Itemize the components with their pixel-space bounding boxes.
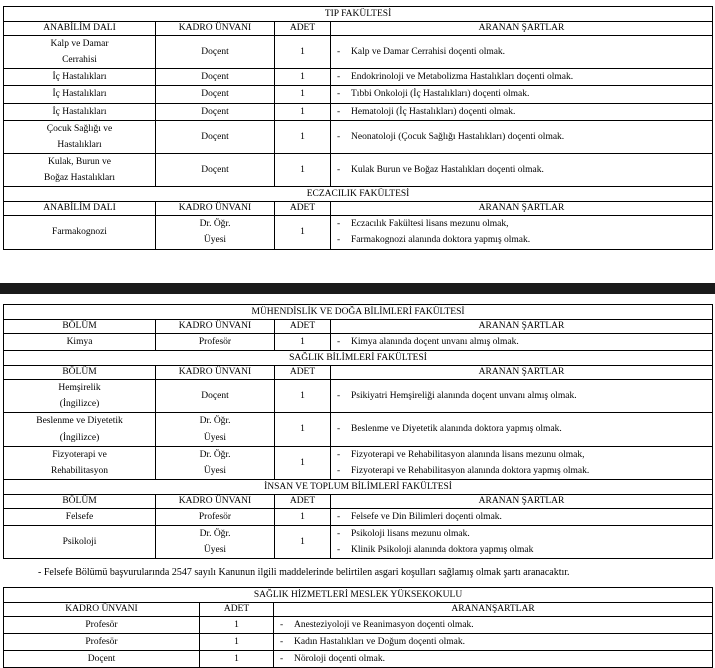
- section-title-row: [4, 588, 713, 603]
- count-cell: 1: [275, 508, 331, 525]
- requirement-line: [334, 129, 709, 145]
- requirement-line: [334, 69, 709, 85]
- cell-line: Dr. Öğr.: [199, 529, 231, 540]
- section-title: TIP FAKÜLTESİ: [4, 7, 713, 22]
- requirements-cell: [331, 446, 713, 479]
- count-cell: 1: [275, 36, 331, 69]
- requirements-cell: [331, 380, 713, 413]
- title-cell: [156, 86, 275, 103]
- requirement-line: [277, 634, 709, 650]
- requirement-text: Felsefe ve Din Bilimleri doçenti olmak.: [351, 511, 502, 522]
- section-title-row: [4, 479, 713, 494]
- cell-line: Doçent: [201, 165, 229, 176]
- column-header-row: [4, 22, 713, 36]
- dept-cell: [4, 413, 156, 446]
- cell-line: Doçent: [201, 391, 229, 402]
- table-row: [4, 153, 713, 186]
- requirement-text: Kimya alanında doçent unvanı almış olmak.: [351, 337, 519, 347]
- cell-line: Kalp ve Damar: [50, 39, 109, 49]
- title-cell: [156, 413, 275, 446]
- requirements-cell: [331, 36, 713, 69]
- title-cell: [156, 526, 275, 559]
- requirements-cell: [331, 153, 713, 186]
- dept-cell: [4, 103, 156, 120]
- requirement-text: Kadın Hastalıkları ve Doğum doçenti olmak.: [294, 637, 465, 648]
- column-header: BÖLÜM: [4, 366, 156, 380]
- cell-line: Dr. Öğr.: [199, 449, 231, 460]
- cell-line: Doçent: [201, 89, 229, 100]
- column-header-row: [4, 202, 713, 216]
- cell-line: Boğaz Hastalıkları: [44, 173, 115, 184]
- requirements-cell: [274, 617, 713, 634]
- column-header: ANABİLİM DALI: [4, 22, 156, 36]
- dept-cell: [4, 526, 156, 559]
- column-header: ARANAN ŞARTLAR: [331, 320, 713, 334]
- column-header: BÖLÜM: [4, 320, 156, 334]
- requirement-text: Endokrinoloji ve Metabolizma Hastalıkları doçenti olmak.: [351, 72, 574, 83]
- table-row: [4, 413, 713, 446]
- cell-line: Beslenme ve Diyetetik: [36, 416, 123, 427]
- requirement-line: [334, 162, 709, 178]
- column-header: ARANANŞARTLAR: [274, 603, 713, 617]
- column-header: ARANAN ŞARTLAR: [331, 366, 713, 380]
- requirements-cell: [331, 69, 713, 86]
- cell-line: Üyesi: [203, 465, 227, 476]
- requirement-text: Farmakognozi alanında doktora yapmış olmak.: [351, 235, 531, 246]
- requirements-cell: [331, 334, 713, 351]
- felsefe-note: - Felsefe Bölümü başvurularında 2547 sayılı Kanunun ilgili maddelerinde belirtilen asgari koşulları sağlamış olmak şartı aranacaktır.: [38, 567, 570, 578]
- count-cell: 1: [275, 120, 331, 153]
- column-header-row: [4, 494, 713, 508]
- column-header: KADRO ÜNVANI: [156, 22, 275, 36]
- count-cell: 1: [275, 380, 331, 413]
- table-row: [4, 651, 713, 668]
- column-header: KADRO ÜNVANI: [156, 202, 275, 216]
- title-cell: [156, 508, 275, 525]
- requirement-line: [277, 651, 709, 667]
- column-header: ADET: [275, 366, 331, 380]
- title-cell: Profesör: [4, 617, 200, 634]
- title-cell: [156, 36, 275, 69]
- table-row: [4, 634, 713, 651]
- requirement-line: [334, 509, 709, 525]
- count-cell: 1: [200, 634, 274, 651]
- bullet-dash: -: [337, 219, 341, 230]
- dept-cell: [4, 153, 156, 186]
- title-cell: [156, 120, 275, 153]
- requirements-cell: [331, 216, 713, 249]
- requirement-line: [334, 388, 709, 404]
- requirement-line: [334, 44, 709, 60]
- section-title-row: [4, 351, 713, 366]
- section-title: ECZACILIK FAKÜLTESİ: [4, 187, 713, 202]
- bullet-dash: -: [280, 654, 284, 665]
- title-cell: [156, 103, 275, 120]
- table-row: [4, 120, 713, 153]
- bullet-dash: -: [337, 337, 341, 347]
- requirement-text: Nöroloji doçenti olmak.: [294, 654, 386, 665]
- requirements-cell: [331, 120, 713, 153]
- bullet-dash: -: [337, 391, 341, 402]
- table-row: [4, 103, 713, 120]
- table-row: [4, 508, 713, 525]
- requirements-cell: [274, 651, 713, 668]
- column-header: KADRO ÜNVANI: [156, 320, 275, 334]
- requirement-line: [334, 216, 709, 232]
- column-header: KADRO ÜNVANI: [156, 494, 275, 508]
- dept-cell: [4, 86, 156, 103]
- requirement-line: [334, 542, 709, 558]
- cell-line: Kulak, Burun ve: [47, 156, 112, 167]
- requirements-cell: [274, 634, 713, 651]
- title-cell: [156, 334, 275, 351]
- cell-line: Hemşirelik: [58, 383, 101, 394]
- bullet-dash: -: [337, 47, 341, 58]
- cell-line: Dr. Öğr.: [199, 219, 231, 230]
- cell-line: Üyesi: [203, 545, 227, 556]
- cell-line: Üyesi: [203, 432, 227, 443]
- count-cell: 1: [275, 153, 331, 186]
- bullet-dash: -: [337, 89, 341, 100]
- table-row: [4, 36, 713, 69]
- table-row: [4, 617, 713, 634]
- requirement-line: [334, 232, 709, 248]
- section-title: SAĞLIK HİZMETLERİ MESLEK YÜKSEKOKULU: [4, 588, 713, 603]
- bullet-dash: -: [337, 131, 341, 142]
- requirements-cell: [331, 86, 713, 103]
- count-cell: 1: [275, 446, 331, 479]
- cell-line: İç Hastalıkları: [52, 89, 107, 100]
- section-title-row: [4, 305, 713, 320]
- requirement-line: [334, 334, 709, 350]
- requirement-line: [334, 104, 709, 120]
- section-title-row: [4, 7, 713, 22]
- column-header-row: [4, 320, 713, 334]
- column-header: KADRO ÜNVANI: [156, 366, 275, 380]
- table-row: [4, 334, 713, 351]
- cell-line: Fizyoterapi ve: [52, 449, 107, 460]
- cell-line: Cerrahisi: [62, 55, 97, 66]
- requirement-text: Psikoloji lisans mezunu olmak.: [351, 529, 470, 540]
- bullet-dash: -: [337, 72, 341, 83]
- requirements-cell: [331, 508, 713, 525]
- cell-line: Doçent: [201, 72, 229, 83]
- cell-line: Çocuk Sağlığı ve: [46, 123, 113, 134]
- section-title-row: [4, 187, 713, 202]
- page-separator-band: [0, 283, 715, 294]
- requirement-line: [277, 617, 709, 633]
- count-cell: 1: [275, 69, 331, 86]
- bullet-dash: -: [337, 545, 341, 556]
- bullet-dash: -: [337, 165, 341, 176]
- requirement-text: Hematoloji (İç Hastalıkları) doçenti olmak.: [351, 106, 516, 117]
- cell-line: İç Hastalıkları: [52, 106, 107, 117]
- count-cell: 1: [200, 651, 274, 668]
- column-header: ADET: [275, 202, 331, 216]
- count-cell: 1: [275, 413, 331, 446]
- column-header: ADET: [275, 22, 331, 36]
- requirement-text: Kulak Burun ve Boğaz Hastalıkları doçenti olmak.: [351, 165, 544, 176]
- dept-cell: [4, 69, 156, 86]
- bullet-dash: -: [337, 511, 341, 522]
- table-row: [4, 446, 713, 479]
- requirement-text: Fizyoterapi ve Rehabilitasyon alanında lisans mezunu olmak,: [351, 449, 585, 460]
- requirement-text: Klinik Psikoloji alanında doktora yapmış olmak: [351, 545, 534, 556]
- dept-cell: [4, 380, 156, 413]
- count-cell: 1: [275, 86, 331, 103]
- requirement-line: [334, 447, 709, 463]
- table-row: [4, 216, 713, 249]
- cell-line: Doçent: [201, 47, 229, 58]
- requirement-text: Kalp ve Damar Cerrahisi doçenti olmak.: [351, 47, 506, 58]
- title-cell: [156, 153, 275, 186]
- requirement-text: Psikiyatri Hemşireliği alanında doçent unvanı almış olmak.: [351, 391, 577, 402]
- column-header: BÖLÜM: [4, 494, 156, 508]
- bullet-dash: -: [337, 465, 341, 476]
- column-header-row: [4, 366, 713, 380]
- cell-line: Üyesi: [203, 235, 227, 246]
- section-title: SAĞLIK BİLİMLERİ FAKÜLTESİ: [4, 351, 713, 366]
- bullet-dash: -: [337, 235, 341, 246]
- column-header: ADET: [275, 494, 331, 508]
- dept-cell: [4, 216, 156, 249]
- table-row: [4, 526, 713, 559]
- requirements-cell: [331, 413, 713, 446]
- cell-line: Dr. Öğr.: [199, 416, 231, 427]
- cell-line: Hastalıkları: [57, 139, 102, 150]
- column-header: ANABİLİM DALI: [4, 202, 156, 216]
- cell-line: Doçent: [201, 131, 229, 142]
- title-cell: [156, 69, 275, 86]
- section-title: MÜHENDİSLİK VE DOĞA BİLİMLERİ FAKÜLTESİ: [4, 305, 713, 320]
- bullet-dash: -: [337, 106, 341, 117]
- dept-cell: [4, 36, 156, 69]
- title-cell: [156, 446, 275, 479]
- requirement-text: Beslenme ve Diyetetik alanında doktora yapmış olmak.: [351, 424, 562, 435]
- count-cell: 1: [275, 216, 331, 249]
- dept-cell: [4, 508, 156, 525]
- dept-cell: [4, 120, 156, 153]
- table-row: [4, 69, 713, 86]
- column-header: ARANAN ŞARTLAR: [331, 494, 713, 508]
- dept-cell: [4, 334, 156, 351]
- requirement-line: [334, 463, 709, 479]
- bullet-dash: -: [280, 637, 284, 648]
- cell-line: Profesör: [198, 337, 232, 347]
- requirement-text: Fizyoterapi ve Rehabilitasyon alanında doktora yapmış olmak.: [351, 465, 590, 476]
- title-cell: [156, 216, 275, 249]
- title-cell: [156, 380, 275, 413]
- count-cell: 1: [275, 334, 331, 351]
- title-cell: Doçent: [4, 651, 200, 668]
- column-header: ADET: [200, 603, 274, 617]
- bullet-dash: -: [337, 424, 341, 435]
- column-header: KADRO ÜNVANI: [4, 603, 200, 617]
- requirement-line: [334, 421, 709, 437]
- requirement-text: Tıbbi Onkoloji (İç Hastalıkları) doçenti olmak.: [351, 89, 530, 100]
- count-cell: 1: [275, 103, 331, 120]
- section-title: İNSAN VE TOPLUM BİLİMLERİ FAKÜLTESİ: [4, 479, 713, 494]
- requirement-text: Anesteziyoloji ve Reanimasyon doçenti olmak.: [294, 620, 474, 630]
- cell-line: Profesör: [198, 511, 232, 522]
- requirements-cell: [331, 103, 713, 120]
- bullet-dash: -: [280, 620, 284, 630]
- cell-line: Felsefe: [65, 511, 94, 522]
- title-cell: Profesör: [4, 634, 200, 651]
- table-saglik-hizmetleri-myo: [3, 587, 713, 668]
- cell-line: Doçent: [201, 106, 229, 117]
- bullet-dash: -: [337, 449, 341, 460]
- column-header-row: [4, 603, 713, 617]
- cell-line: Kimya: [66, 337, 93, 347]
- requirement-line: [334, 526, 709, 542]
- cell-line: (İngilizce): [59, 432, 100, 443]
- cell-line: Rehabilitasyon: [51, 465, 108, 476]
- column-header: ARANAN ŞARTLAR: [331, 202, 713, 216]
- table-row: [4, 380, 713, 413]
- cell-line: Farmakognozi: [52, 227, 107, 238]
- cell-line: İç Hastalıkları: [52, 72, 107, 83]
- requirement-text: Eczacılık Fakültesi lisans mezunu olmak,: [351, 219, 509, 230]
- column-header: ARANAN ŞARTLAR: [331, 22, 713, 36]
- dept-cell: [4, 446, 156, 479]
- cell-line: Psikoloji: [62, 537, 97, 548]
- table-muhendislik-saglik-insan: [3, 304, 713, 559]
- table-row: [4, 86, 713, 103]
- count-cell: 1: [275, 526, 331, 559]
- column-header: ADET: [275, 320, 331, 334]
- requirements-cell: [331, 526, 713, 559]
- bullet-dash: -: [337, 529, 341, 540]
- requirement-text: Neonatoloji (Çocuk Sağlığı Hastalıkları) doçenti olmak.: [351, 131, 565, 142]
- table-tip-eczacilik: [3, 6, 713, 250]
- count-cell: 1: [200, 617, 274, 634]
- cell-line: (İngilizce): [59, 399, 100, 410]
- requirement-line: [334, 86, 709, 102]
